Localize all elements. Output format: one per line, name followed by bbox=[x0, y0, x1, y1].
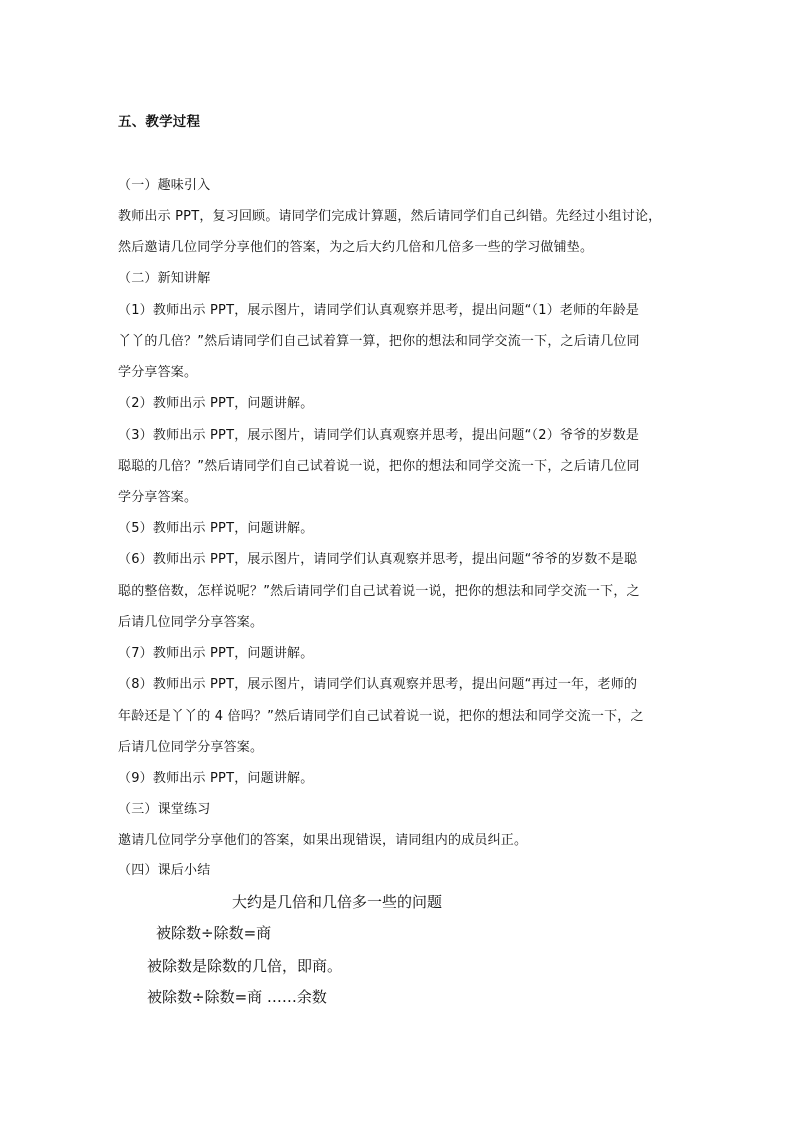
summary-line-1: 被除数÷除数=商 bbox=[156, 924, 272, 942]
subsection-intro: （一）趣味引入 bbox=[118, 178, 211, 193]
paragraph-line: 学分享答案。 bbox=[118, 490, 198, 505]
paragraph-line: 邀请几位同学分享他们的答案，如果出现错误，请同组内的成员纠正。 bbox=[118, 833, 528, 848]
summary-line-3: 被除数÷除数=商 ……余数 bbox=[147, 988, 327, 1006]
paragraph-line: （9）教师出示 PPT，问题讲解。 bbox=[118, 771, 314, 786]
paragraph-line: 聪的整倍数，怎样说呢？”然后请同学们自己试着说一说，把你的想法和同学交流一下，之 bbox=[118, 584, 640, 599]
paragraph-line: 后请几位同学分享答案。 bbox=[118, 615, 264, 630]
subsection-new-knowledge: （二）新知讲解 bbox=[118, 271, 211, 286]
summary-title: 大约是几倍和几倍多一些的问题 bbox=[232, 893, 443, 911]
paragraph-line: （5）教师出示 PPT，问题讲解。 bbox=[118, 521, 314, 536]
subsection-summary: （四）课后小结 bbox=[118, 863, 211, 878]
paragraph-line: 聪聪的几倍？”然后请同学们自己试着说一说，把你的想法和同学交流一下，之后请几位同 bbox=[118, 459, 640, 474]
paragraph-line: 学分享答案。 bbox=[118, 365, 198, 380]
paragraph-line: （8）教师出示 PPT，展示图片，请同学们认真观察并思考，提出问题“再过一年，老师的 bbox=[118, 677, 638, 692]
paragraph-line: （7）教师出示 PPT，问题讲解。 bbox=[118, 646, 314, 661]
paragraph-line: （1）教师出示 PPT，展示图片，请同学们认真观察并思考，提出问题“（1）老师的年龄是 bbox=[118, 303, 640, 318]
paragraph-line: 教师出示 PPT，复习回顾。请同学们完成计算题，然后请同学们自己纠错。先经过小组讨论， bbox=[118, 209, 662, 224]
paragraph-line: （2）教师出示 PPT，问题讲解。 bbox=[118, 396, 314, 411]
paragraph-line: （6）教师出示 PPT，展示图片，请同学们认真观察并思考，提出问题“爷爷的岁数不是聪 bbox=[118, 552, 638, 567]
paragraph-line: （3）教师出示 PPT，展示图片，请同学们认真观察并思考，提出问题“（2）爷爷的岁数是 bbox=[118, 428, 640, 443]
summary-line-2: 被除数是除数的几倍，即商。 bbox=[147, 957, 343, 975]
section-heading: 五、教学过程 bbox=[118, 114, 201, 130]
paragraph-line: 然后邀请几位同学分享他们的答案，为之后大约几倍和几倍多一些的学习做铺垫。 bbox=[118, 240, 594, 255]
paragraph-line: 丫丫的几倍？”然后请同学们自己试着算一算，把你的想法和同学交流一下，之后请几位同 bbox=[118, 334, 640, 349]
subsection-practice: （三）课堂练习 bbox=[118, 802, 211, 817]
paragraph-line: 后请几位同学分享答案。 bbox=[118, 740, 264, 755]
paragraph-line: 年龄还是丫丫的 4 倍吗？”然后请同学们自己试着说一说，把你的想法和同学交流一下，之 bbox=[118, 709, 644, 724]
